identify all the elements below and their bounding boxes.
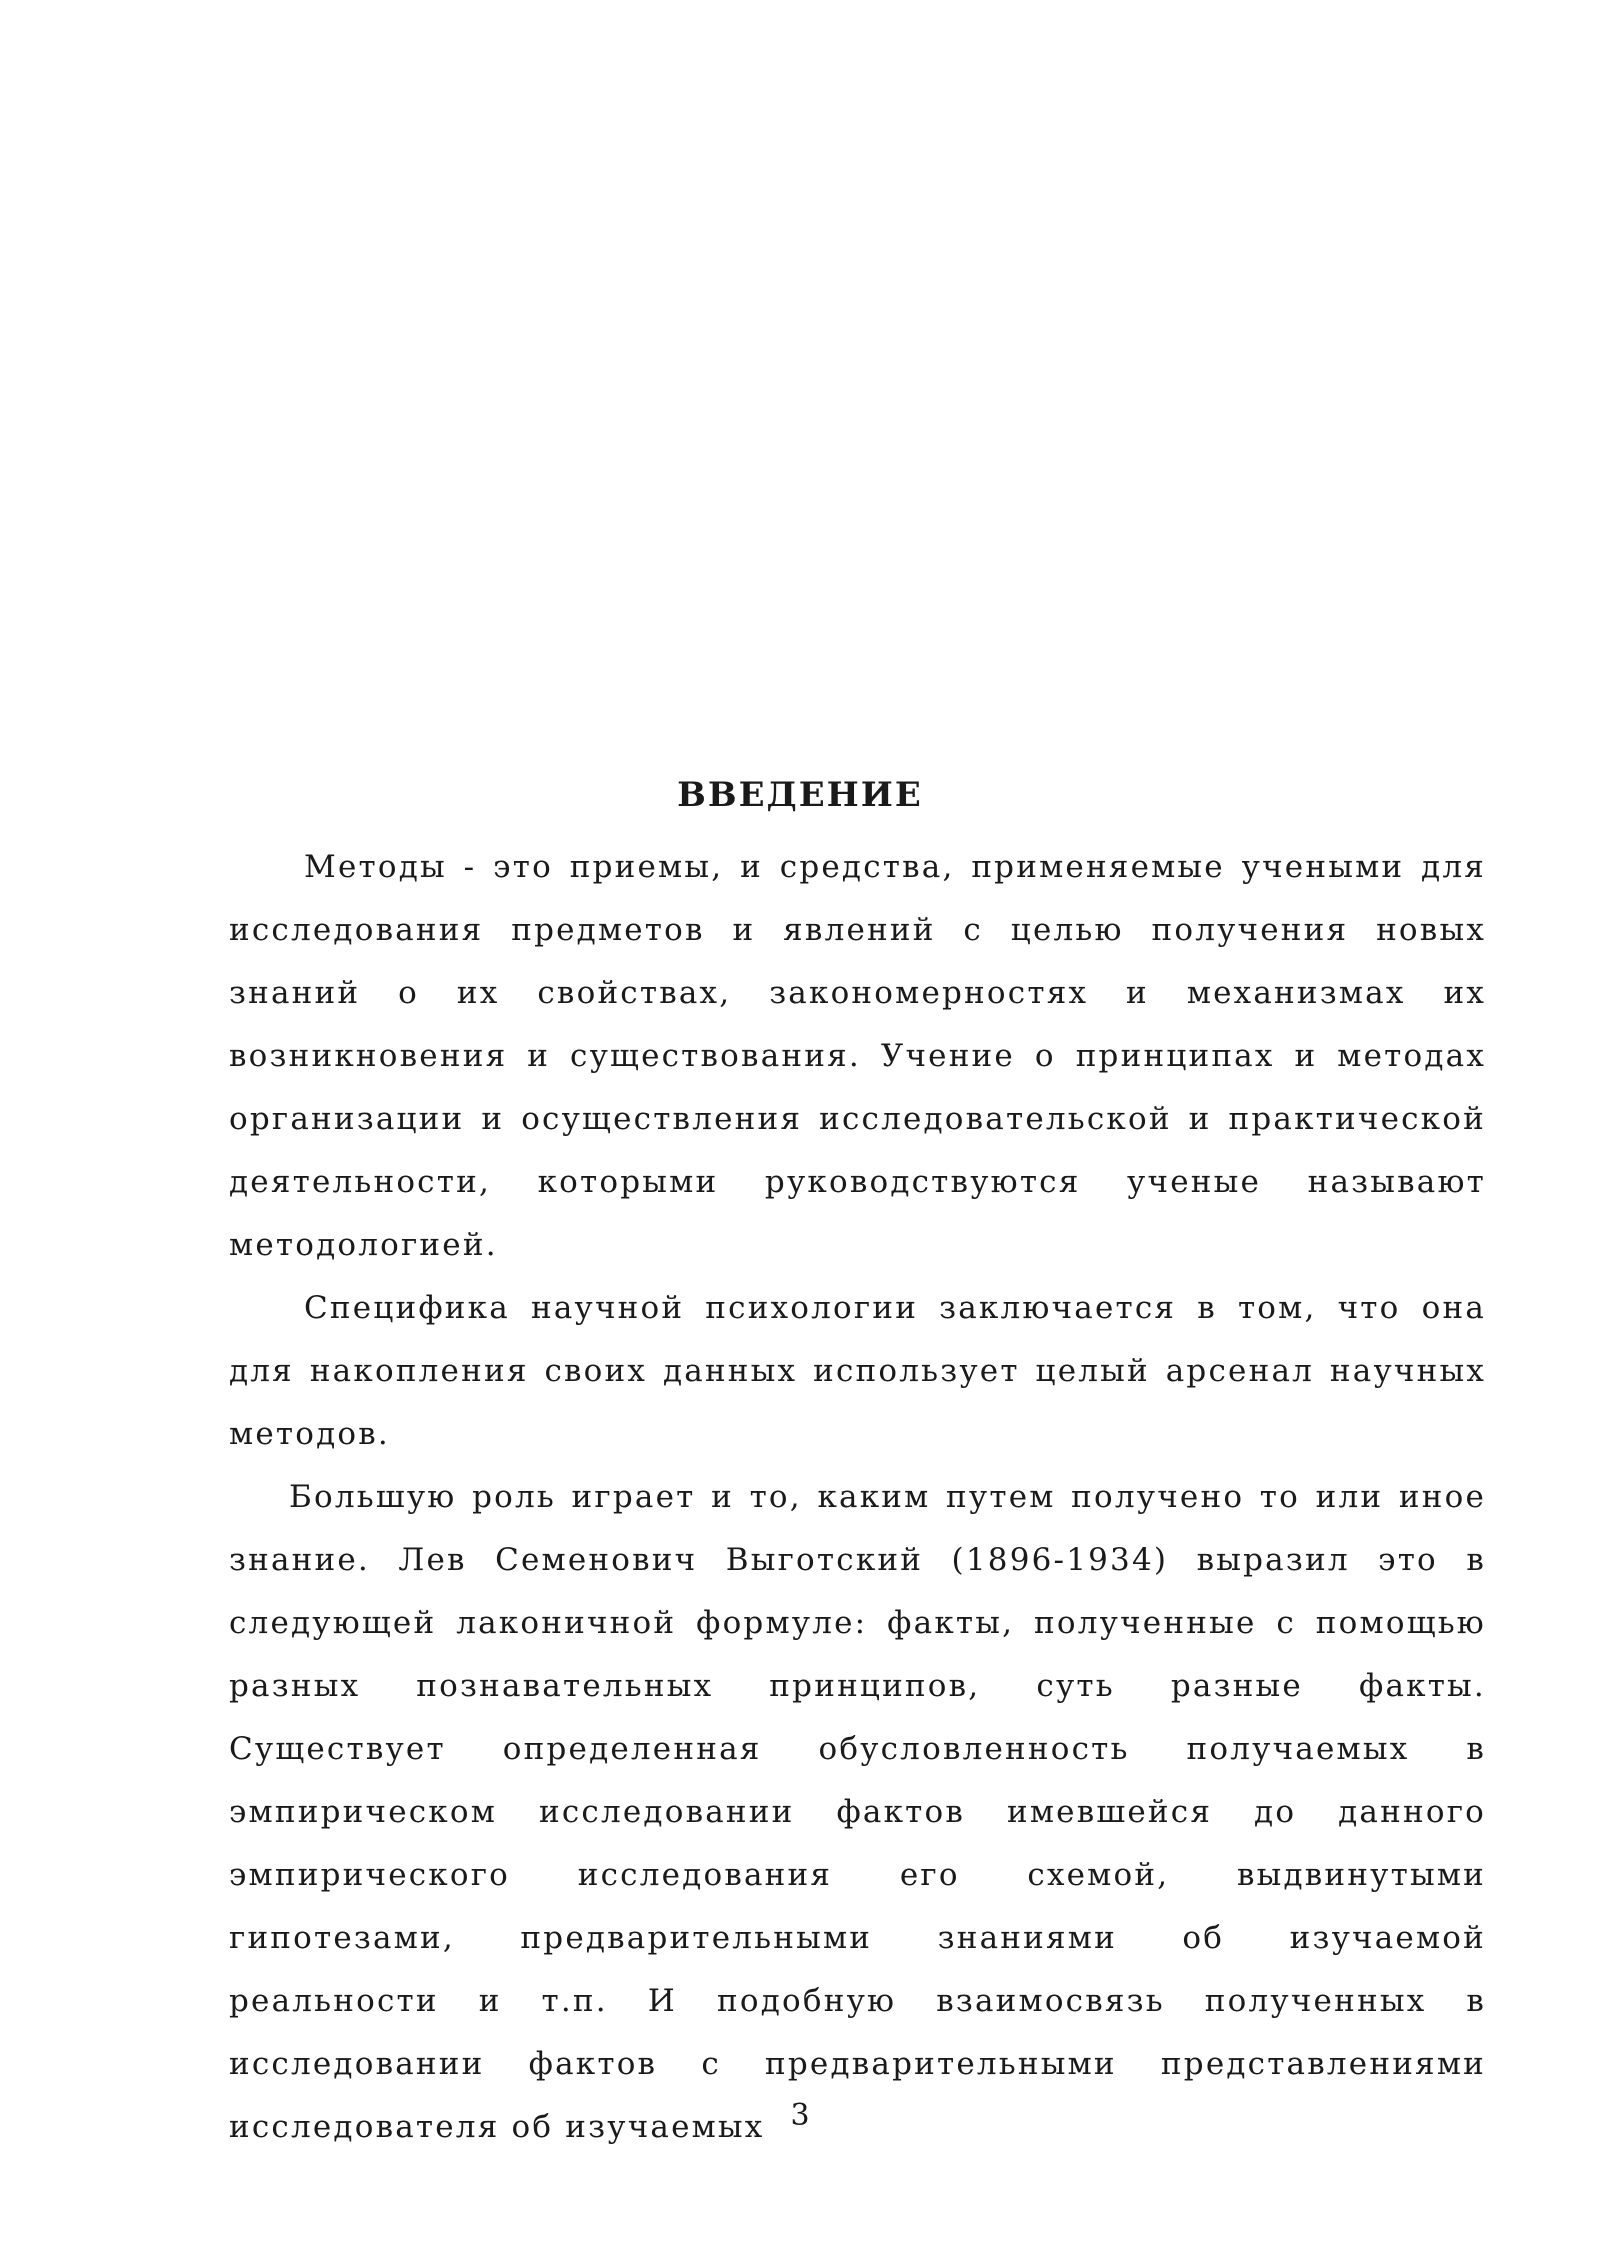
paragraph-psychology-specifics: Специфика научной психологии заключается в том, что она для накопления своих данных использует целый арсенал научных методов.: [229, 1290, 1486, 1452]
body-text: [229, 836, 1486, 2159]
section-heading: ВВЕДЕНИЕ: [677, 775, 923, 815]
paragraph-methods-definition: Методы - это приемы, и средства, применяемые учеными для исследования предметов и явлений с целью получения новых знаний о их свойствах, закономерностях и механизмах их возникновения и существования. Учение о принципах и методах организации и осуществления исследовательской и практической деятельности, которыми руководствуются ученые называют методологией.: [229, 849, 1486, 1263]
paragraph-vygotsky: Большую роль играет и то, каким путем получено то или иное знание. Лев Семенович Выготский (1896-1934) выразил это в следующей лаконичной формуле: факты, полученные с помощью разных познавательных принципов, суть разные факты. Существует определенная обусловленность получаемых в эмпирическом исследовании фактов имевшейся до данного эмпирического исследования его схемой, выдвинутыми гипотезами, предварительными знаниями об изучаемой реальности и т.п. И подобную взаимосвязь полученных в исследовании фактов с предварительными представлениями исследователя об изучаемых: [229, 1479, 1486, 2145]
page-number: 3: [790, 2098, 810, 2133]
